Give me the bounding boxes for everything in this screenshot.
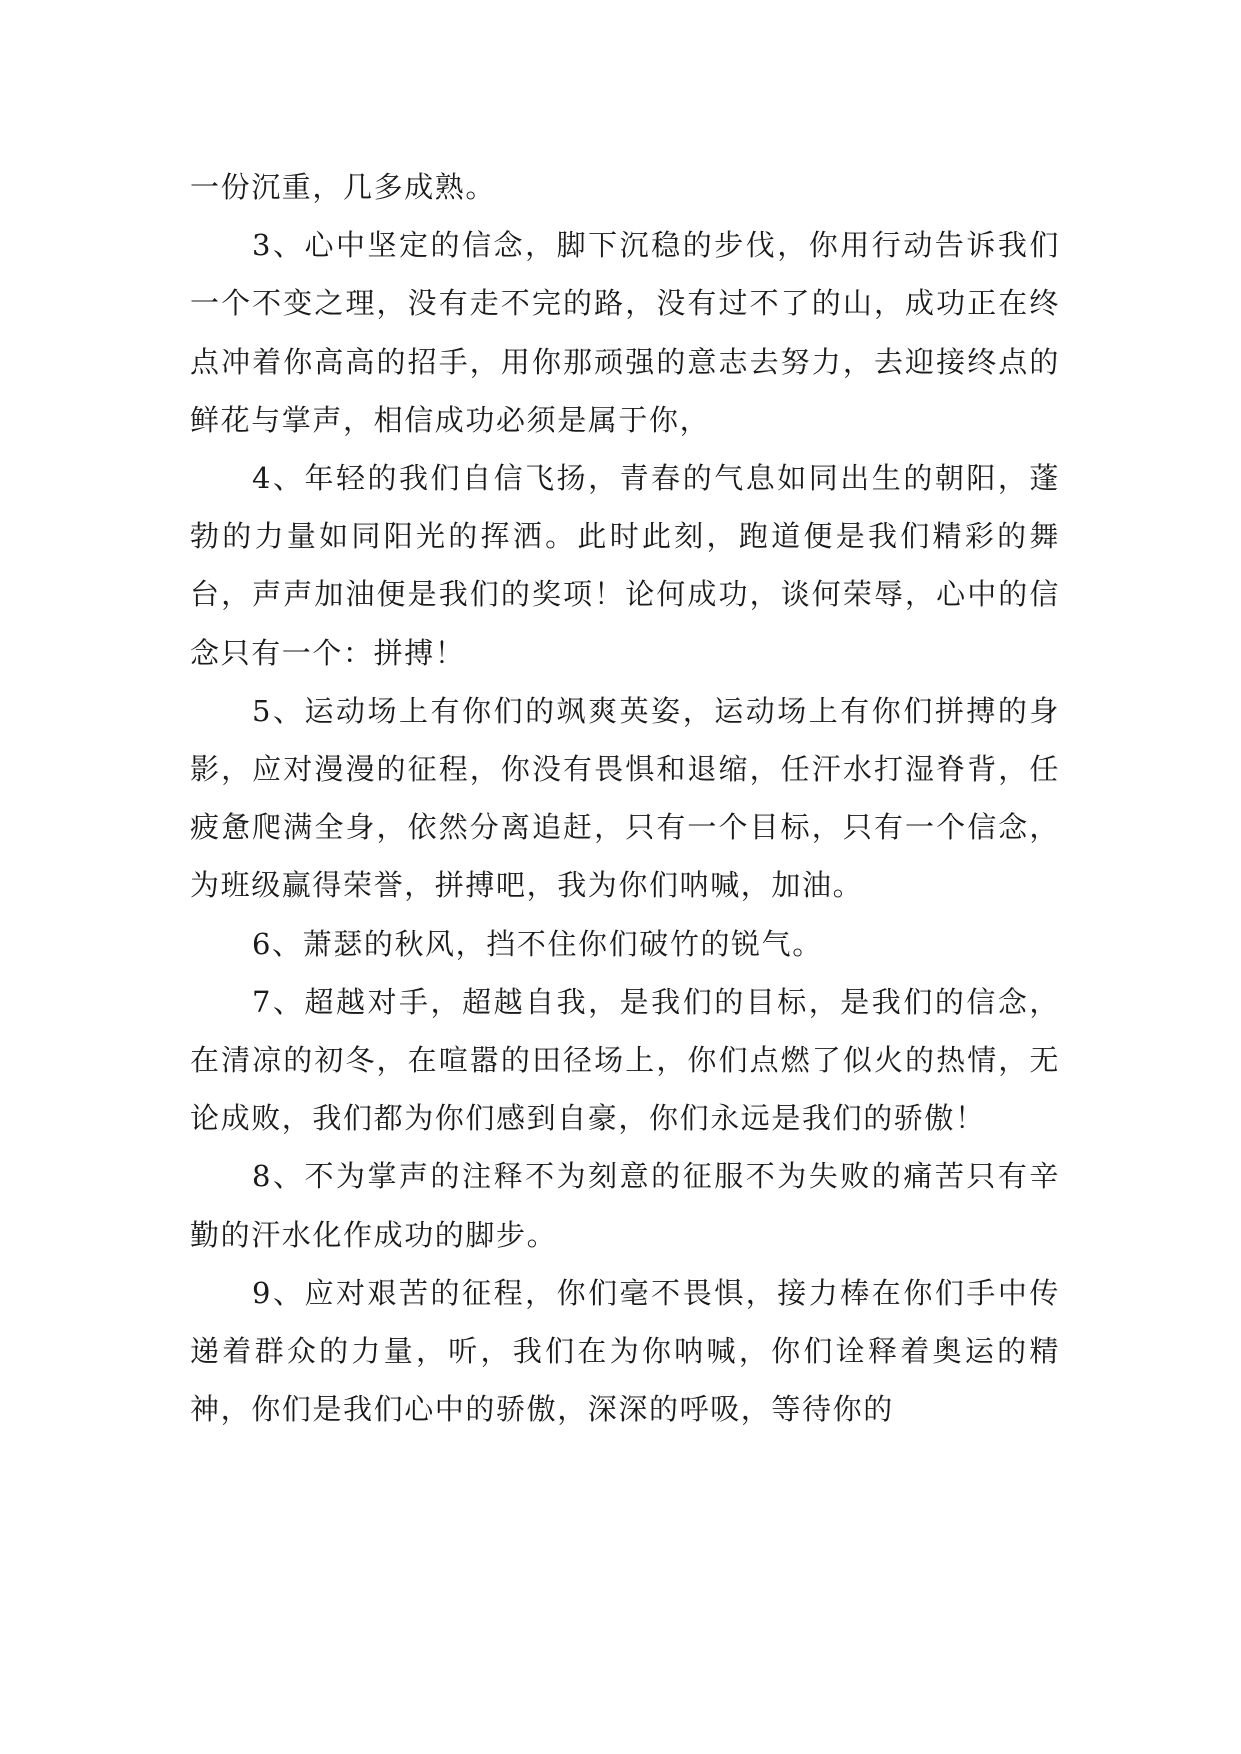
paragraph-4: 4、年轻的我们自信飞扬，青春的气息如同出生的朝阳，蓬勃的力量如同阳光的挥洒。此时此刻，跑道便是我们精彩的舞台，声声加油便是我们的奖项！论何成功，谈何荣辱，心中的信念只有一个：拼搏！ [190, 461, 1060, 670]
paragraph-continued: 一份沉重，几多成熟。 [190, 170, 497, 204]
document-body [190, 158, 1060, 1438]
paragraph-9: 9、应对艰苦的征程，你们毫不畏惧，接力棒在你们手中传递着群众的力量，听，我们在为你呐喊，你们诠释着奥运的精神，你们是我们心中的骄傲，深深的呼吸，等待你的 [190, 1275, 1060, 1427]
paragraph-3: 3、心中坚定的信念，脚下沉稳的步伐，你用行动告诉我们一个不变之理，没有走不完的路，没有过不了的山，成功正在终点冲着你高高的招手，用你那顽强的意志去努力，去迎接终点的鲜花与掌声，相信成功必须是属于你， [190, 228, 1060, 437]
paragraph-8: 8、不为掌声的注释不为刻意的征服不为失败的痛苦只有辛勤的汗水化作成功的脚步。 [190, 1159, 1060, 1252]
paragraph-5: 5、运动场上有你们的飒爽英姿，运动场上有你们拼搏的身影，应对漫漫的征程，你没有畏惧和退缩，任汗水打湿脊背，任疲惫爬满全身，依然分离追赶，只有一个目标，只有一个信念，为班级赢得荣誉，拼搏吧，我为你们呐喊，加油。 [190, 693, 1060, 903]
paragraph-7: 7、超越对手，超越自我，是我们的目标，是我们的信念，在清凉的初冬，在喧嚣的田径场上，你们点燃了似火的热情，无论成败，我们都为你们感到自豪，你们永远是我们的骄傲！ [190, 984, 1060, 1136]
paragraph-6: 6、萧瑟的秋风，挡不住你们破竹的锐气。 [252, 926, 823, 961]
